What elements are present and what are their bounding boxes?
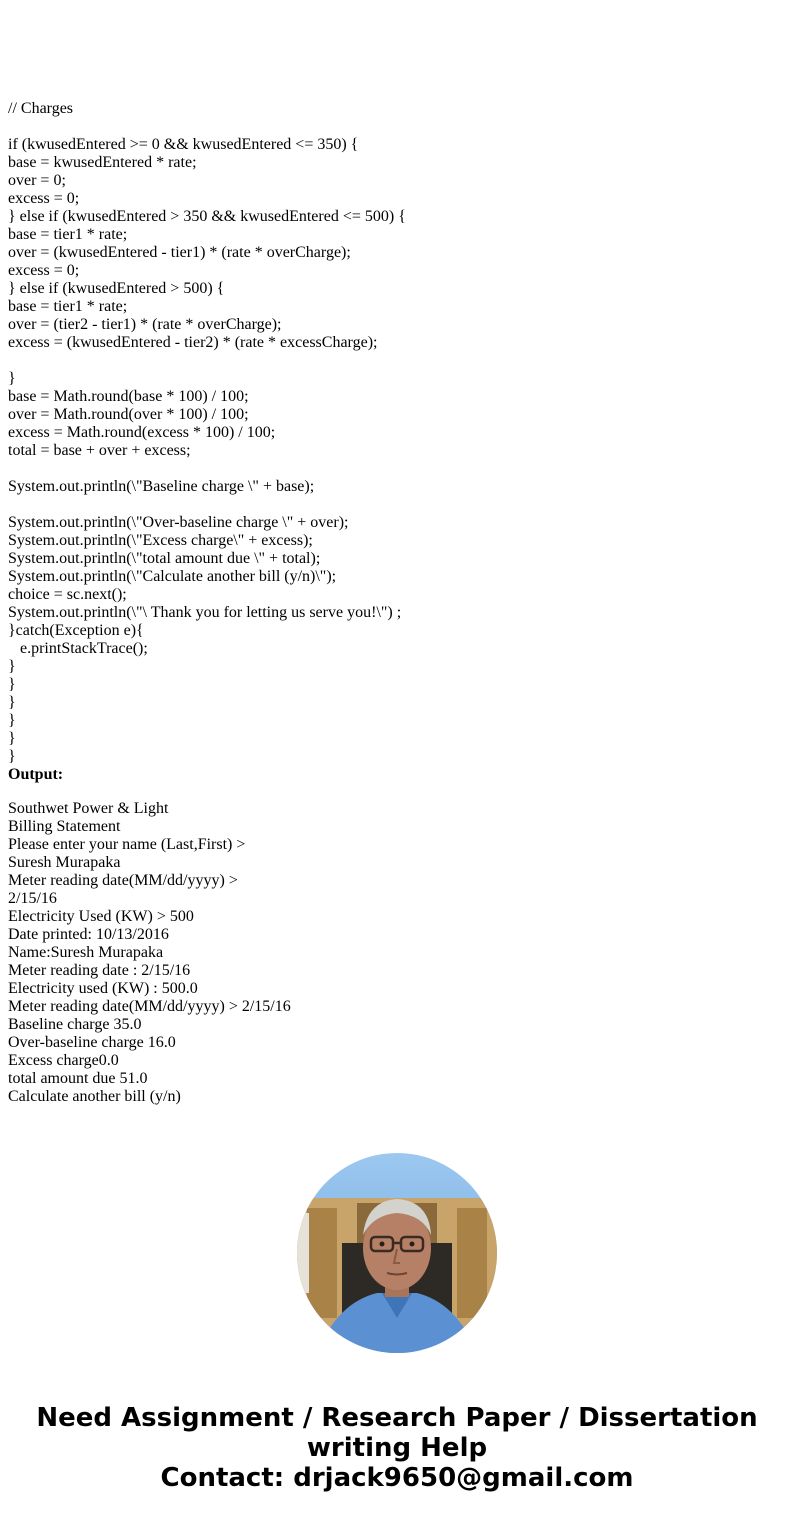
code-line: } xyxy=(8,748,16,765)
code-line: } xyxy=(8,694,16,711)
code-line: } xyxy=(8,658,16,675)
code-line: over = (tier2 - tier1) * (rate * overCharge); xyxy=(8,316,282,333)
promo-line-1: Need Assignment / Research Paper / Dissertation xyxy=(36,1403,758,1433)
code-line: over = Math.round(over * 100) / 100; xyxy=(8,406,249,423)
output-line: Electricity used (KW) : 500.0 xyxy=(8,980,198,997)
code-line: } xyxy=(8,676,16,693)
code-line: excess = 0; xyxy=(8,262,80,279)
output-line: Electricity Used (KW) > 500 xyxy=(8,908,194,925)
code-line: base = tier1 * rate; xyxy=(8,298,128,315)
code-line: System.out.println(\"total amount due \" + total); xyxy=(8,550,321,567)
promo-line-2: writing Help xyxy=(306,1433,488,1463)
code-line: // Charges xyxy=(8,100,74,117)
output-line: Calculate another bill (y/n) xyxy=(8,1088,181,1105)
output-line: Please enter your name (Last,First) > xyxy=(8,836,246,853)
output-line: Over-baseline charge 16.0 xyxy=(8,1034,176,1051)
author-avatar xyxy=(297,1153,497,1353)
code-line: base = kwusedEntered * rate; xyxy=(8,154,197,171)
code-line xyxy=(8,496,784,514)
code-line: } xyxy=(8,370,16,387)
output-line: Baseline charge 35.0 xyxy=(8,1016,142,1033)
code-line: } else if (kwusedEntered > 500) { xyxy=(8,280,225,297)
output-line: Date printed: 10/13/2016 xyxy=(8,926,169,943)
output-block xyxy=(8,800,784,1106)
code-line: excess = Math.round(excess * 100) / 100; xyxy=(8,424,276,441)
code-line xyxy=(8,460,784,478)
code-line: excess = (kwusedEntered - tier2) * (rate * excessCharge); xyxy=(8,334,378,351)
code-line xyxy=(8,118,784,136)
output-line: Excess charge0.0 xyxy=(8,1052,119,1069)
output-line: Southwet Power & Light xyxy=(8,800,169,817)
output-line: total amount due 51.0 xyxy=(8,1070,148,1087)
code-line: choice = sc.next(); xyxy=(8,586,127,603)
code-line: System.out.println(\"\ Thank you for letting us serve you!\") ; xyxy=(8,604,402,621)
code-line: over = 0; xyxy=(8,172,66,189)
code-line: } xyxy=(8,730,16,747)
document-body xyxy=(8,100,784,1106)
output-line: 2/15/16 xyxy=(8,890,57,907)
person-photo-icon xyxy=(297,1153,497,1353)
code-line: if (kwusedEntered >= 0 && kwusedEntered <= 350) { xyxy=(8,136,359,153)
code-line: } else if (kwusedEntered > 350 && kwusedEntered <= 500) { xyxy=(8,208,406,225)
code-line: }catch(Exception e){ xyxy=(8,622,144,639)
code-line: excess = 0; xyxy=(8,190,80,207)
output-line: Name:Suresh Murapaka xyxy=(8,944,164,961)
code-line: over = (kwusedEntered - tier1) * (rate * overCharge); xyxy=(8,244,351,261)
output-line: Meter reading date(MM/dd/yyyy) > 2/15/16 xyxy=(8,998,291,1015)
output-line: Meter reading date(MM/dd/yyyy) > xyxy=(8,872,238,889)
code-line: base = tier1 * rate; xyxy=(8,226,128,243)
code-block xyxy=(8,100,784,766)
code-line: total = base + over + excess; xyxy=(8,442,191,459)
output-line: Suresh Murapaka xyxy=(8,854,121,871)
output-heading: Output: xyxy=(8,766,64,783)
code-line xyxy=(8,352,784,370)
code-line: System.out.println(\"Excess charge\" + excess); xyxy=(8,532,313,549)
code-line: } xyxy=(8,712,16,729)
output-line: Billing Statement xyxy=(8,818,121,835)
code-line: System.out.println(\"Calculate another bill (y/n)\"); xyxy=(8,568,337,585)
output-line: Meter reading date : 2/15/16 xyxy=(8,962,191,979)
promo-footer xyxy=(0,1403,794,1493)
code-line: e.printStackTrace(); xyxy=(8,640,148,657)
code-line: System.out.println(\"Baseline charge \" + base); xyxy=(8,478,315,495)
promo-contact: Contact: drjack9650@gmail.com xyxy=(160,1463,634,1493)
code-line: System.out.println(\"Over-baseline charge \" + over); xyxy=(8,514,349,531)
code-line: base = Math.round(base * 100) / 100; xyxy=(8,388,249,405)
